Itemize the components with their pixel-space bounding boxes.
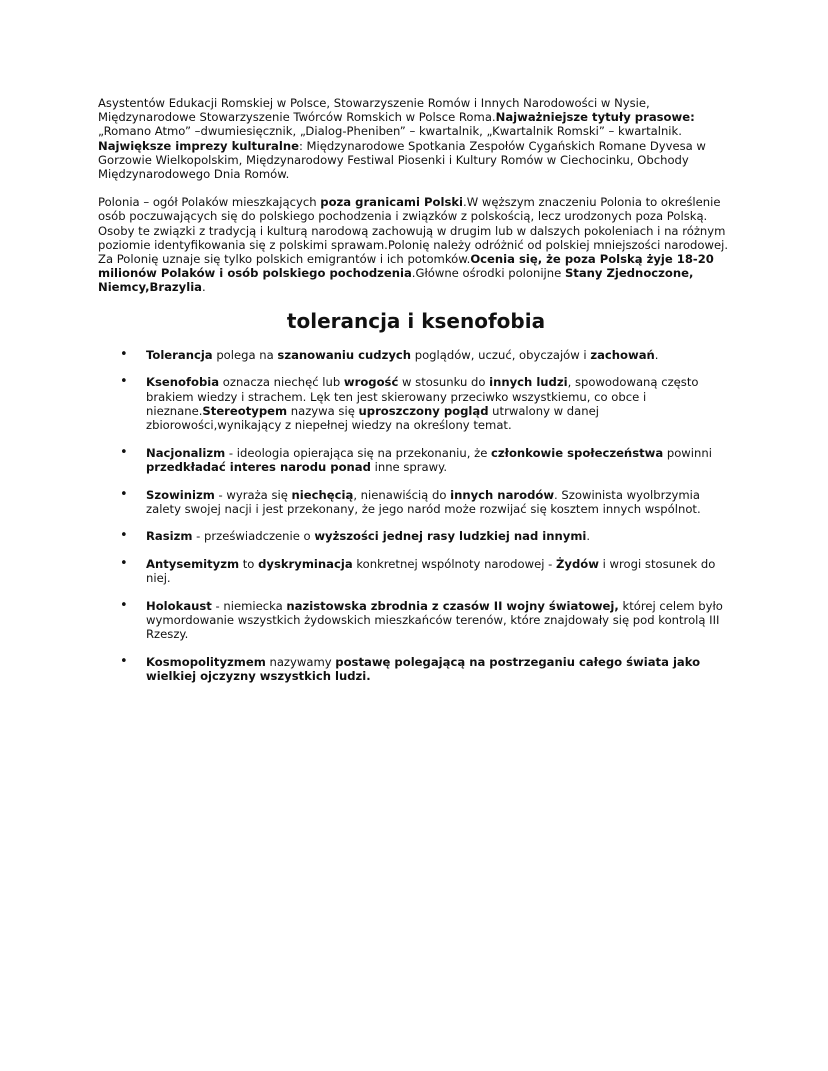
bold-text: poza granicami Polski	[320, 195, 464, 210]
text-run: - ideologia opierająca się na przekonaniu, że	[225, 445, 492, 460]
list-item	[98, 599, 734, 642]
bold-text: Ocenia się, że poza Polską żyje 18-20 milionów Polaków i osób polskiego pochodzenia	[98, 252, 714, 281]
text-run: , spowodowaną często brakiem wiedzy i strachem. Lęk ten jest skierowany przeciwko wszystkiemu, co obce i nieznane.	[146, 375, 699, 418]
paragraph-2	[98, 195, 734, 294]
text-run: Polonia – ogół Polaków mieszkających	[98, 195, 321, 210]
bold-text: szanowaniu cudzych	[277, 347, 412, 362]
text-run: Asystentów Edukacji Romskiej w Polsce, Stowarzyszenie Romów i Innych Narodowości w Nysie, Międzynarodowe Stowarzyszenie Twórców Romskich w Polsce Roma.	[98, 96, 650, 125]
bold-text: Kosmopolityzmem	[146, 655, 266, 670]
bullet-icon: •	[120, 598, 128, 614]
text-run: której celem było wymordowanie wszystkich żydowskich mieszkańców terenów, które znajdowały się pod kontrolą III Rzeszy.	[146, 599, 723, 642]
bullet-icon: •	[120, 346, 128, 362]
text-run: .	[586, 529, 591, 544]
bold-text: Stereotypem	[202, 403, 288, 418]
bold-text: dyskryminacja	[258, 557, 353, 572]
text-run: poglądów, uczuć, obyczajów i	[411, 347, 591, 362]
bold-text: Holokaust	[146, 599, 212, 614]
text-run: - niemiecka	[211, 599, 287, 614]
bold-text: przedkładać interes narodu ponad	[146, 459, 371, 474]
bold-text: wyższości jednej rasy ludzkiej nad innymi	[314, 529, 587, 544]
bold-text: Rasizm	[146, 529, 193, 544]
text-run: to	[239, 557, 259, 572]
bold-text: Nacjonalizm	[146, 445, 226, 460]
bold-text: Żydów	[556, 557, 599, 572]
list-item	[98, 655, 734, 683]
text-run: : Międzynarodowe Spotkania Zespołów Cygańskich Romane Dyvesa w Gorzowie Wielkopolskim, Międzynarodowy Festiwal Piosenki i Kultury Romów w Ciechocinku, Obchody Międzynarodowego Dnia Romów.	[98, 138, 706, 182]
bold-text: niechęcią	[291, 487, 354, 502]
bold-text: Stany Zjednoczone, Niemcy,Brazylia	[98, 266, 694, 295]
text-run: powinni	[663, 445, 712, 460]
bullet-icon: •	[120, 374, 128, 390]
bold-text: postawę polegającą na postrzeganiu całego świata jako wielkiej ojczyzny wszystkich ludzi.	[146, 655, 701, 684]
text-run: - wyraża się	[214, 487, 292, 502]
section-title: tolerancja i ksenofobia	[286, 308, 546, 333]
list-item	[98, 375, 734, 432]
text-run: „Romano Atmo” –dwumiesięcznik, „Dialog-Pheniben” – kwartalnik, „Kwartalnik Romski” – kwartalnik.	[98, 124, 682, 139]
text-run: oznacza niechęć lub	[219, 375, 344, 390]
bold-text: Antysemityzm	[146, 557, 240, 572]
list-item	[98, 488, 734, 516]
definition-list	[98, 348, 734, 684]
text-run: , nienawiścią do	[353, 487, 451, 502]
bold-text: zachowań	[590, 347, 655, 362]
bold-text: Ksenofobia	[146, 375, 220, 390]
bold-text: Szowinizm	[146, 487, 215, 502]
list-item	[98, 529, 734, 543]
text-run: i wrogi stosunek do niej.	[146, 557, 716, 586]
list-item	[98, 557, 734, 585]
bullet-icon: •	[120, 528, 128, 544]
bullet-icon: •	[120, 486, 128, 502]
text-run: w stosunku do	[398, 375, 490, 390]
bold-text: uproszczony pogląd	[358, 403, 489, 418]
text-run: nazywa się	[287, 403, 359, 418]
text-run: . Szowinista wyolbrzymia zalety swojej nacji i jest przekonany, że jego naród może rozwijać się kosztem innych wspólnot.	[146, 487, 701, 516]
bullet-icon: •	[120, 654, 128, 670]
intro-paragraphs	[98, 96, 734, 295]
bold-text: innych narodów	[450, 487, 555, 502]
bold-text: wrogość	[343, 375, 399, 390]
text-run: .W węższym znaczeniu Polonia to określenie osób poczuwających się do polskiego pochodzenia i związków z polskością, lecz urodzonych poza Polską. Osoby te związki z tradycją i kulturą narodową zachowują w drugim lub w dalszych pokoleniach i na różnym poziomie identyfikowania się z polskimi sprawam.Polonię należy odróżnić od polskiej mniejszości narodowej. Za Polonię uznaje się tylko polskich emigrantów i ich potomków.	[98, 195, 729, 267]
text-run: .	[202, 280, 206, 295]
bold-text: Najważniejsze tytuły prasowe:	[495, 110, 695, 125]
text-run: - przeświadczenie o	[192, 529, 315, 544]
bullet-icon: •	[120, 444, 128, 460]
bold-text: innych ludzi	[489, 375, 568, 390]
bullet-icon: •	[120, 556, 128, 572]
bold-text: Największe imprezy kulturalne	[98, 138, 299, 153]
list-item	[98, 348, 734, 362]
text-run: .Główne ośrodki polonijne	[411, 266, 565, 281]
text-run: inne sprawy.	[370, 459, 448, 474]
text-run: utrwalony w danej zbiorowości,wynikający z niepełnej wiedzy na określony temat.	[146, 403, 599, 432]
document-page	[98, 96, 734, 697]
text-run: .	[654, 347, 659, 362]
bold-text: Tolerancja	[146, 347, 213, 362]
text-run: polega na	[212, 347, 278, 362]
paragraph-1	[98, 96, 734, 181]
bold-text: członkowie społeczeństwa	[491, 445, 664, 460]
list-item	[98, 446, 734, 474]
text-run: nazywamy	[265, 655, 336, 670]
bold-text: nazistowska zbrodnia z czasów II wojny światowej,	[286, 599, 619, 614]
text-run: konkretnej wspólnoty narodowej -	[352, 557, 556, 572]
